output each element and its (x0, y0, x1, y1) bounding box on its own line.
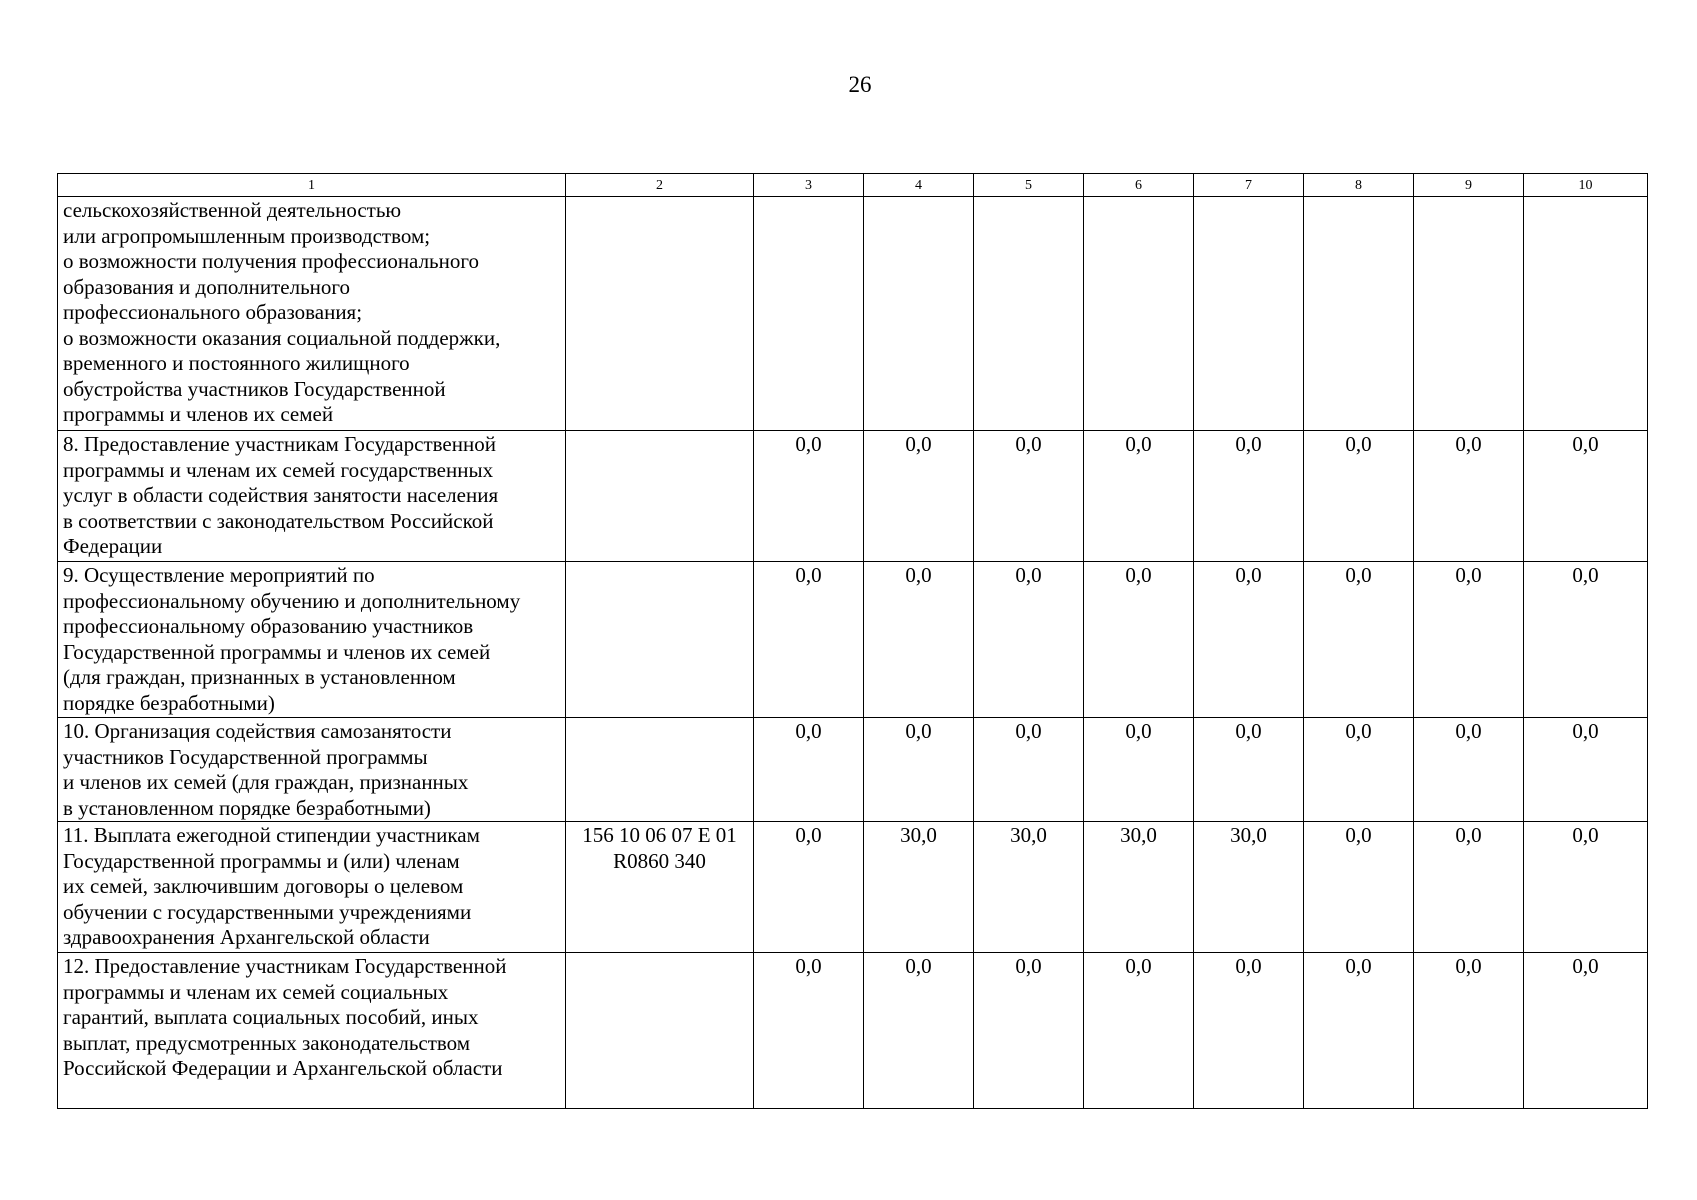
amount-cell: 0,0 (1414, 718, 1524, 822)
activity-description-cell: 12. Предоставление участникам Государственной программы и членам их семей социальных гарантий, выплата социальных пособий, иных выплат, предусмотренных законодательством Российской Федерации и Архангельской области (58, 953, 566, 1109)
budget-code-cell (566, 562, 754, 718)
amount-cell: 0,0 (1304, 718, 1414, 822)
budget-code-cell (566, 953, 754, 1109)
activity-description-cell: 10. Организация содействия самозанятости участников Государственной программы и членов их семей (для граждан, признанных в установленном порядке безработными) (58, 718, 566, 822)
amount-cell: 30,0 (974, 822, 1084, 953)
amount-cell: 0,0 (1414, 431, 1524, 562)
activity-description-cell: 11. Выплата ежегодной стипендии участникам Государственной программы и (или) членам их семей, заключившим договоры о целевом обучении с государственными учреждениями здравоохранения Архангельской области (58, 822, 566, 953)
amount-cell (1414, 197, 1524, 431)
amount-cell: 0,0 (974, 431, 1084, 562)
amount-cell: 0,0 (1414, 562, 1524, 718)
column-number-cell: 3 (754, 174, 864, 197)
budget-code-cell (566, 718, 754, 822)
table-row (58, 562, 1648, 718)
amount-cell: 0,0 (1304, 562, 1414, 718)
amount-cell (1304, 197, 1414, 431)
activity-description-cell: сельскохозяйственной деятельностью или агропромышленным производством; о возможности получения профессионального образования и дополнительного профессионального образования; о возможности оказания социальной поддержки, временного и постоянного жилищного обустройства участников Государственной программы и членов их семей (58, 197, 566, 431)
table-row (58, 197, 1648, 431)
amount-cell: 30,0 (1194, 822, 1304, 953)
amount-cell: 0,0 (1194, 953, 1304, 1109)
amount-cell (1084, 197, 1194, 431)
amount-cell: 0,0 (1524, 431, 1648, 562)
amount-cell: 0,0 (974, 562, 1084, 718)
column-number-cell: 2 (566, 174, 754, 197)
amount-cell: 0,0 (754, 718, 864, 822)
amount-cell (754, 197, 864, 431)
amount-cell: 0,0 (864, 431, 974, 562)
amount-cell: 0,0 (754, 431, 864, 562)
column-number-cell: 10 (1524, 174, 1648, 197)
budget-code-cell (566, 431, 754, 562)
amount-cell: 0,0 (1084, 431, 1194, 562)
budget-table (57, 173, 1648, 1109)
amount-cell: 0,0 (1194, 431, 1304, 562)
amount-cell: 0,0 (1304, 431, 1414, 562)
amount-cell: 0,0 (1304, 822, 1414, 953)
column-number-row (58, 174, 1648, 197)
table-row (58, 953, 1648, 1109)
amount-cell: 0,0 (1194, 718, 1304, 822)
amount-cell: 0,0 (1194, 562, 1304, 718)
amount-cell (864, 197, 974, 431)
amount-cell (1524, 197, 1648, 431)
amount-cell (1194, 197, 1304, 431)
column-number-cell: 1 (58, 174, 566, 197)
table-row (58, 822, 1648, 953)
amount-cell: 0,0 (754, 562, 864, 718)
activity-description-cell: 9. Осуществление мероприятий по профессиональному обучению и дополнительному профессиональному образованию участников Государственной программы и членов их семей (для граждан, признанных в установленном порядке безработными) (58, 562, 566, 718)
column-number-cell: 6 (1084, 174, 1194, 197)
amount-cell: 0,0 (1084, 953, 1194, 1109)
amount-cell: 0,0 (1084, 562, 1194, 718)
column-number-cell: 9 (1414, 174, 1524, 197)
budget-code-cell (566, 197, 754, 431)
amount-cell: 0,0 (974, 718, 1084, 822)
amount-cell: 0,0 (754, 953, 864, 1109)
amount-cell: 0,0 (1524, 718, 1648, 822)
table-row (58, 718, 1648, 822)
amount-cell: 30,0 (1084, 822, 1194, 953)
column-number-cell: 8 (1304, 174, 1414, 197)
budget-code-cell: 156 10 06 07 Е 01 R0860 340 (566, 822, 754, 953)
amount-cell: 0,0 (1304, 953, 1414, 1109)
amount-cell: 0,0 (1414, 953, 1524, 1109)
column-number-cell: 4 (864, 174, 974, 197)
page-number: 26 (848, 72, 872, 97)
activity-description-cell: 8. Предоставление участникам Государственной программы и членам их семей государственных услуг в области содействия занятости населения в соответствии с законодательством Российской Федерации (58, 431, 566, 562)
amount-cell: 0,0 (864, 953, 974, 1109)
amount-cell: 0,0 (754, 822, 864, 953)
amount-cell: 30,0 (864, 822, 974, 953)
column-number-cell: 7 (1194, 174, 1304, 197)
amount-cell: 0,0 (974, 953, 1084, 1109)
amount-cell: 0,0 (864, 562, 974, 718)
amount-cell: 0,0 (864, 718, 974, 822)
table-body (58, 174, 1648, 1109)
amount-cell: 0,0 (1524, 953, 1648, 1109)
amount-cell (974, 197, 1084, 431)
amount-cell: 0,0 (1524, 822, 1648, 953)
table-row (58, 431, 1648, 562)
amount-cell: 0,0 (1524, 562, 1648, 718)
amount-cell: 0,0 (1084, 718, 1194, 822)
column-number-cell: 5 (974, 174, 1084, 197)
amount-cell: 0,0 (1414, 822, 1524, 953)
